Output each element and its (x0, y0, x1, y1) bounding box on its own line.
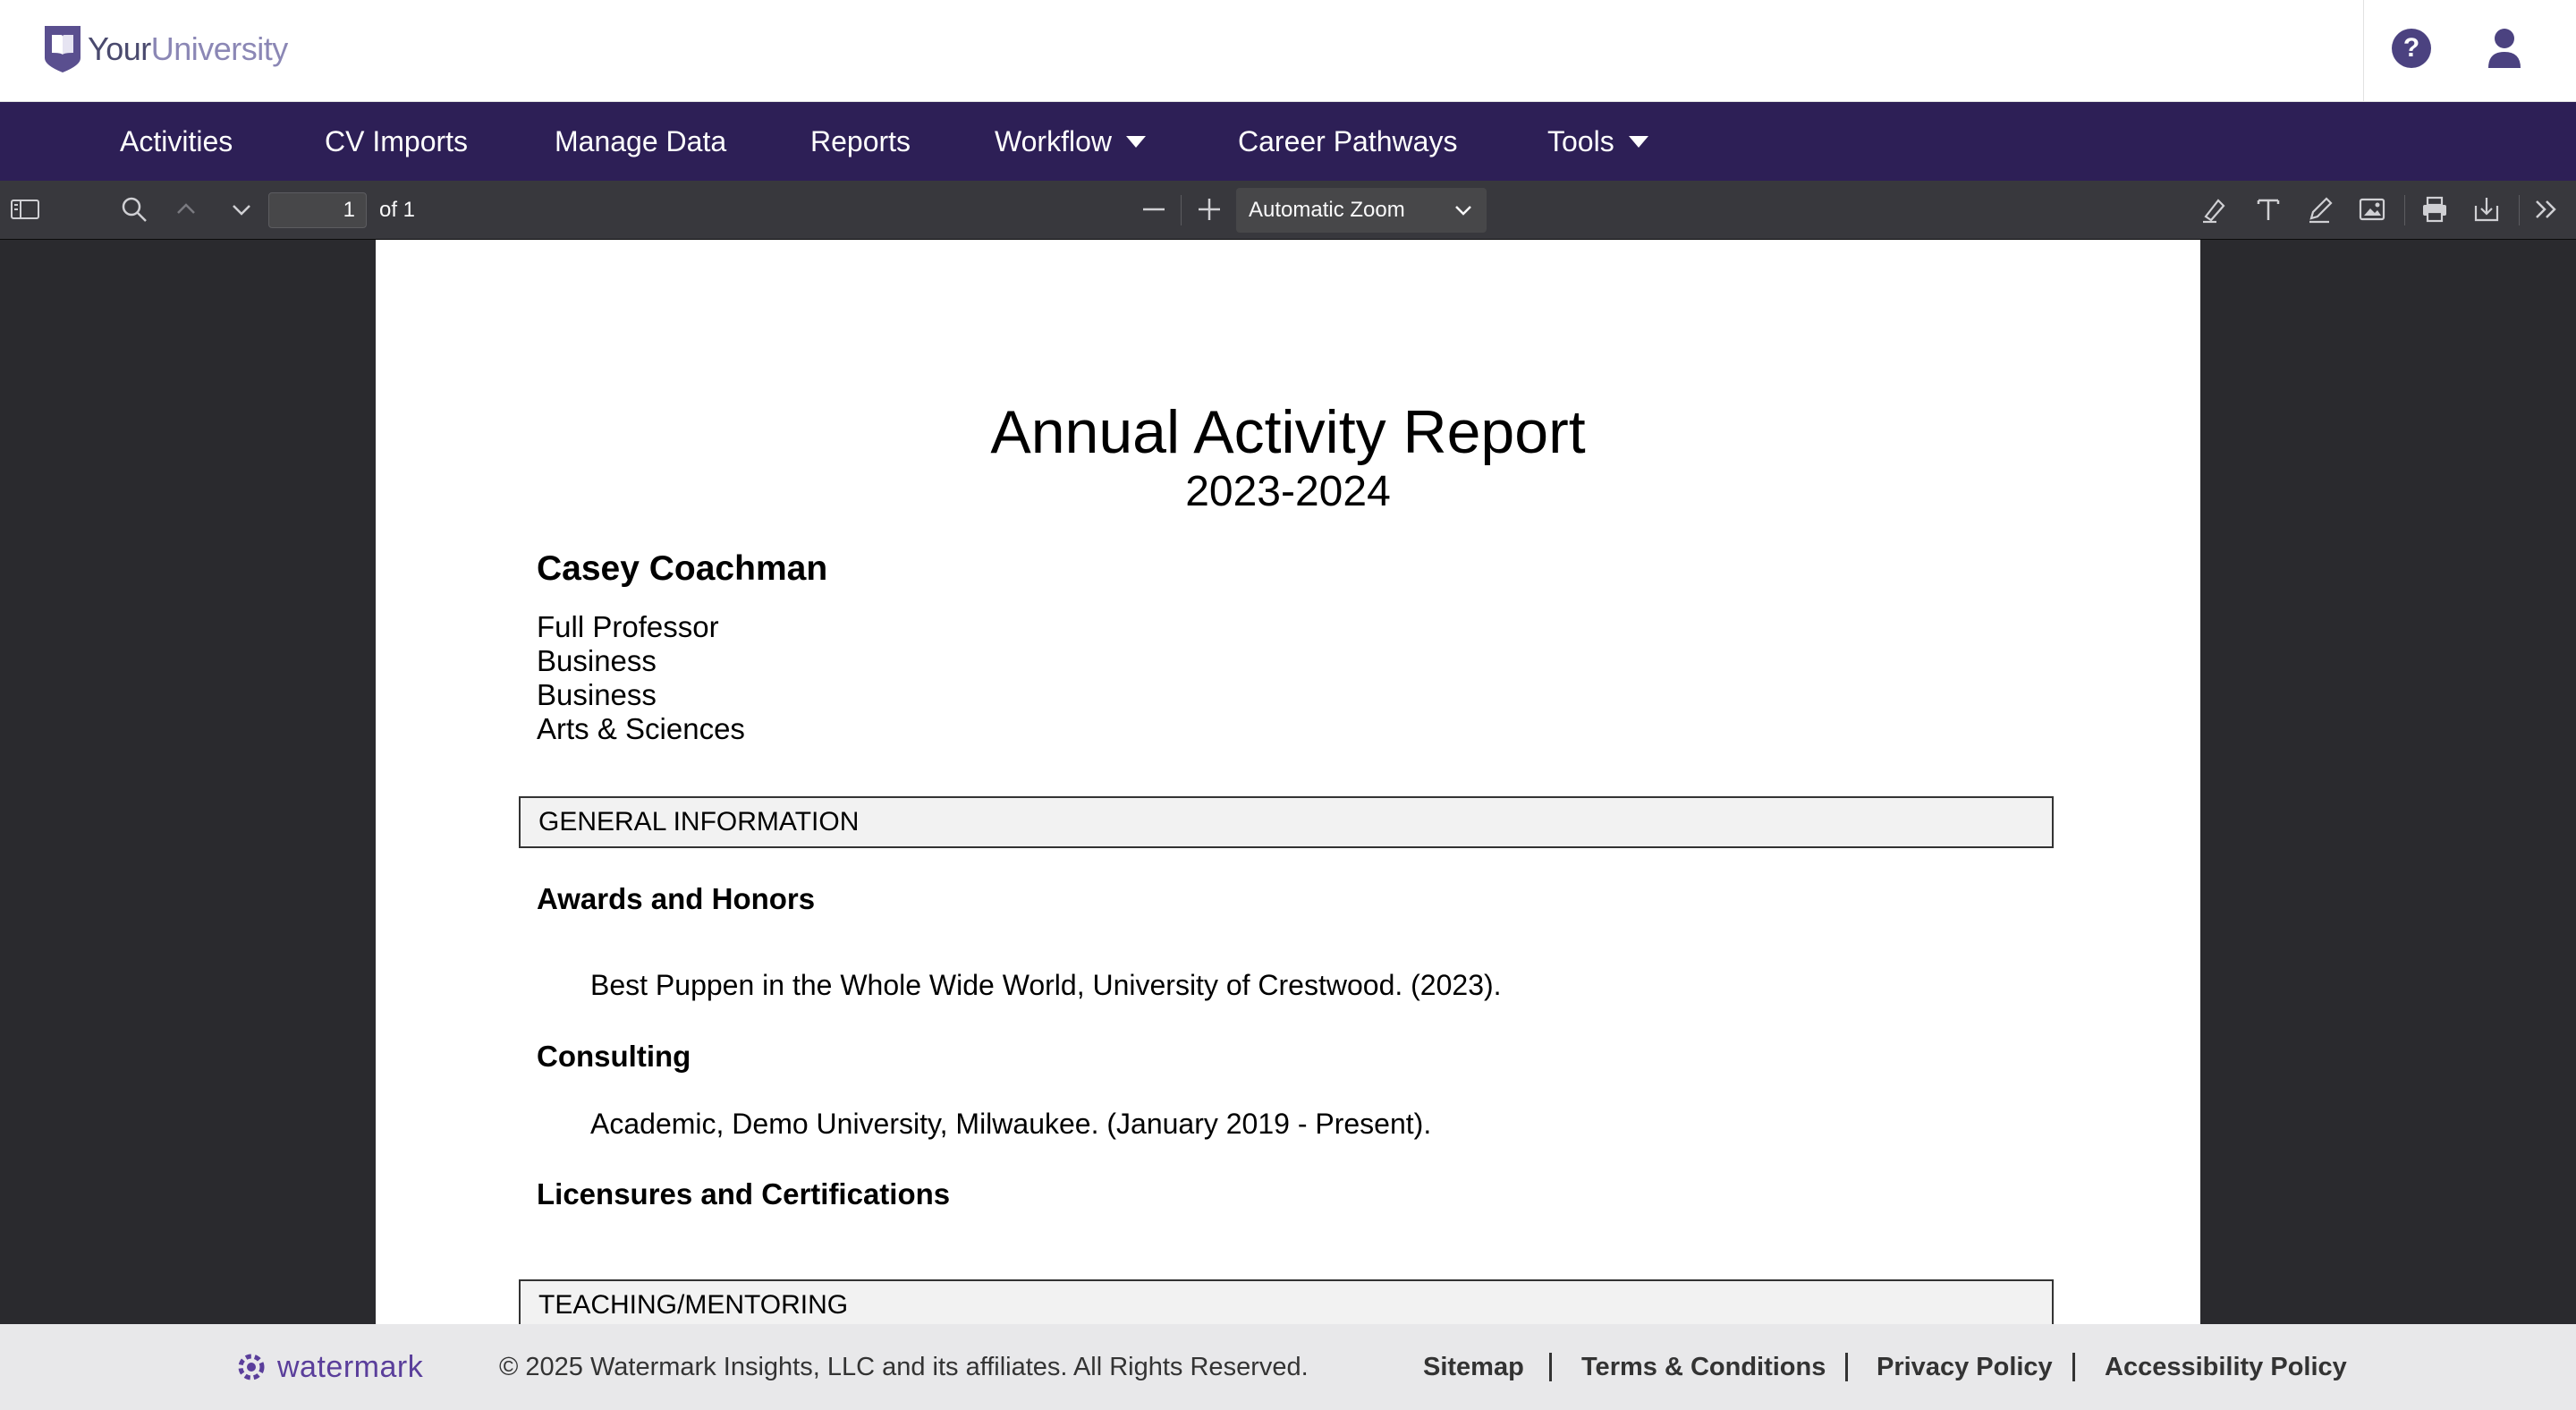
university-logo[interactable] (43, 23, 288, 75)
pdf-page (376, 240, 2200, 1324)
faculty-rank: Full Professor (537, 610, 719, 643)
chevron-down-icon (1453, 188, 1474, 233)
shield-book-icon (43, 24, 82, 74)
footer-divider (1845, 1353, 1848, 1381)
consulting-entry: Academic, Demo University, Milwaukee. (January 2019 - Present). (590, 1108, 1432, 1140)
awards-entry: Best Puppen in the Whole Wide World, University of Crestwood. (2023). (590, 969, 1502, 1001)
footer-link-privacy[interactable]: Privacy Policy (1877, 1353, 2053, 1381)
footer-link-terms[interactable]: Terms & Conditions (1581, 1353, 1826, 1381)
faculty-division: Business (537, 678, 657, 711)
zoom-out-icon[interactable] (1138, 193, 1170, 225)
consulting-heading: Consulting (537, 1040, 691, 1073)
highlight-icon[interactable] (2199, 193, 2231, 225)
user-profile-icon[interactable] (2485, 27, 2524, 70)
footer-divider (2072, 1353, 2075, 1381)
footer-divider (1549, 1353, 1552, 1381)
main-navigation (0, 102, 2576, 181)
licensures-heading: Licensures and Certifications (537, 1177, 951, 1210)
watermark-logo-icon (234, 1350, 268, 1384)
nav-cv-imports[interactable]: CV Imports (325, 125, 469, 157)
caret-down-icon (1126, 136, 1146, 148)
toolbar-separator (2519, 195, 2520, 225)
footer-link-sitemap[interactable]: Sitemap (1423, 1353, 1524, 1381)
nav-reports[interactable]: Reports (810, 125, 911, 157)
faculty-department: Business (537, 644, 657, 677)
pdf-viewer[interactable] (0, 240, 2576, 1324)
next-page-icon[interactable] (225, 193, 258, 225)
more-tools-icon[interactable] (2531, 193, 2563, 225)
header-divider (2363, 0, 2364, 102)
awards-heading: Awards and Honors (537, 882, 816, 915)
section-header-general: GENERAL INFORMATION (519, 796, 2054, 848)
draw-pen-icon[interactable] (2304, 193, 2336, 225)
sidebar-toggle-icon[interactable] (9, 193, 41, 225)
toolbar-separator (2404, 195, 2405, 225)
top-header (0, 0, 2576, 102)
nav-tools[interactable]: Tools (1547, 102, 1648, 181)
print-icon[interactable] (2419, 193, 2451, 225)
nav-workflow[interactable]: Workflow (995, 102, 1146, 181)
help-icon[interactable]: ? (2392, 29, 2431, 68)
page-number-input[interactable] (268, 192, 367, 228)
nav-career-pathways[interactable]: Career Pathways (1238, 125, 1458, 157)
faculty-college: Arts & Sciences (537, 712, 745, 745)
section-header-teaching: TEACHING/MENTORING (519, 1279, 2054, 1324)
faculty-name: Casey Coachman (537, 549, 828, 588)
copyright-text: © 2025 Watermark Insights, LLC and its affiliates. All Rights Reserved. (499, 1353, 1309, 1381)
add-image-icon[interactable] (2356, 193, 2388, 225)
page-footer (0, 1324, 2576, 1410)
previous-page-icon[interactable] (170, 193, 202, 225)
pdf-toolbar (0, 181, 2576, 240)
watermark-logo[interactable]: watermark (234, 1349, 423, 1385)
logo-wordmark: YourUniversity (88, 30, 288, 67)
nav-manage-data[interactable]: Manage Data (555, 125, 727, 157)
report-title: Annual Activity Report (990, 398, 1586, 466)
zoom-in-icon[interactable] (1193, 193, 1225, 225)
download-icon[interactable] (2470, 193, 2503, 225)
caret-down-icon (1629, 136, 1648, 148)
search-icon[interactable] (118, 193, 150, 225)
nav-activities[interactable]: Activities (120, 125, 233, 157)
text-tool-icon[interactable] (2252, 193, 2284, 225)
page-count-label: of 1 (379, 198, 416, 222)
footer-link-accessibility[interactable]: Accessibility Policy (2105, 1353, 2347, 1381)
zoom-select[interactable]: Automatic Zoom (1236, 188, 1487, 233)
report-year: 2023-2024 (1185, 468, 1391, 515)
toolbar-separator (1181, 195, 1182, 225)
